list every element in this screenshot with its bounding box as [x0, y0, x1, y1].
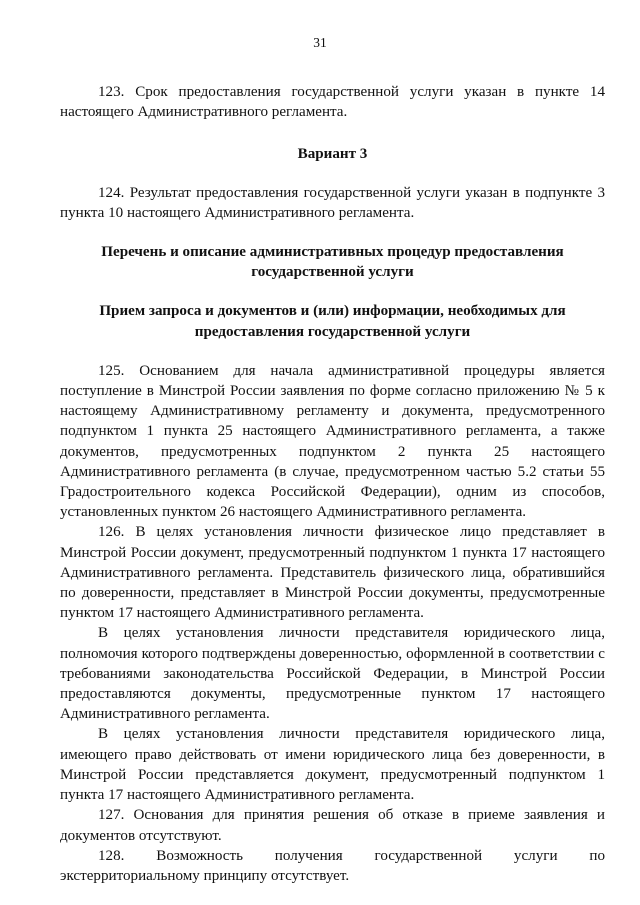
paragraph-125: 125. Основанием для начала административной процедуры является поступление в Минстрой России заявления по форме согласно приложению № 5 к настоящему Административному регламенту и документа, предусмотренного подпунктом 1 пункта 25 настоящего Административного регламента, а также документов, предусмотренных подпунктом 2 пункта 25 настоящего Административного регламента (в случае, предусмотренном частью 5.2 статьи 55 Градостроительного кодекса Российской Федерации), одним из способов, установленных пунктом 26 настоящего Административного регламента. [60, 362, 605, 521]
paragraph-126-legal-entity-without-poa: В целях установления личности представителя юридического лица, имеющего право действовать от имени юридического лица без доверенности, в Минстрой России представляется документ, предусмотренный подпунктом 1 пункта 17 настоящего Административного регламента. [60, 726, 605, 804]
subsection-heading [60, 301, 605, 341]
paragraph-126: 126. В целях установления личности физическое лицо представляет в Минстрой России документ, предусмотренный подпунктом 1 пункта 17 настоящего Административного регламента. Представитель физического лица, обратившийся по доверенности, представляет в Минстрой России документы, предусмотренные пунктом 17 настоящего Административного регламента. [60, 524, 605, 622]
section-heading [60, 242, 605, 282]
page-number: 31 [313, 35, 327, 50]
subsection-heading-line-2: предоставления государственной услуги [194, 323, 471, 340]
paragraph-123: 123. Срок предоставления государственной услуги указан в пункте 14 настоящего Административного регламента. [60, 84, 605, 121]
paragraph-128: 128. Возможность получения государственной услуги по экстерриториальному принципу отсутствует. [60, 847, 605, 884]
section-heading-line-2: государственной услуги [251, 264, 414, 281]
paragraph-126-legal-entity-with-poa: В целях установления личности представителя юридического лица, полномочия которого подтверждены доверенностью, оформленной в соответствии с требованиями законодательства Российской Федерации, в Минстрой России предоставляются документы, предусмотренные пунктом 17 настоящего Административного регламента. [60, 625, 605, 723]
paragraph-124: 124. Результат предоставления государственной услуги указан в подпункте 3 пункта 10 настоящего Административного регламента. [60, 184, 605, 221]
paragraph-127: 127. Основания для принятия решения об отказе в приеме заявления и документов отсутствуют. [60, 807, 605, 844]
subsection-heading-line-1: Прием запроса и документов и (или) информации, необходимых для [99, 303, 566, 320]
section-heading-line-1: Перечень и описание административных процедур предоставления [101, 244, 564, 261]
document-body [60, 82, 605, 886]
variant-heading: Вариант 3 [297, 146, 368, 163]
